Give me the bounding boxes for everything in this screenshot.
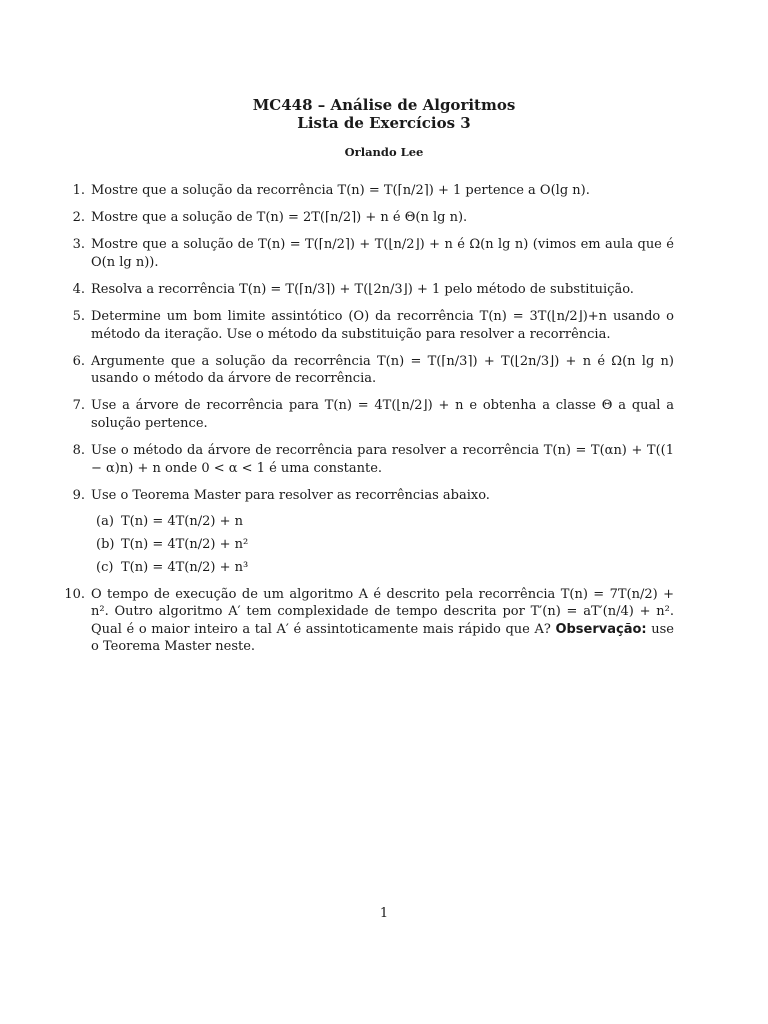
exercise-number: 8. [72,443,85,459]
note-text: use o Teorema Master neste. [91,621,674,655]
page-number: 1 [379,906,389,921]
exercise-text: O tempo de execução de um algoritmo A é descrito pela recorrência T(n) = 7T(n/2) + n². Outro algoritmo A′ tem complexidade de tempo descrita por T′(n) = aT′(n/4) + n². Qual é o maior inteiro a tal A′ é assintoticamente mais rápido que A? [91,586,674,637]
exercise-9 [62,487,674,576]
exercise-text: Use a árvore de recorrência para T(n) = 4T(⌊n/2⌋) + n e obtenha a classe Θ a qual a solução pertence. [91,398,674,431]
exercise-4 [62,281,674,299]
list-title: Lista de Exercícios 3 [297,114,471,132]
subexercise-text: T(n) = 4T(n/2) + n [121,514,243,530]
subexercise-label: (a) [96,514,114,530]
exercise-text: Use o método da árvore de recorrência para resolver a recorrência T(n) = T(αn) + T((1 − α)n) + n onde 0 < α < 1 é uma constante. [91,443,674,476]
subexercise-label: (b) [96,536,115,552]
document-header [0,96,768,159]
exercise-number: 9. [72,487,85,503]
exercise-10 [62,586,674,656]
exercise-text: Resolva a recorrência T(n) = T(⌈n/3⌉) + T(⌊2n/3⌋) + 1 pelo método de substituição. [91,281,634,297]
subexercise-label: (c) [96,559,114,575]
exercise-number: 1. [72,183,85,198]
exercise-8 [62,442,674,477]
subexercise-text: T(n) = 4T(n/2) + n³ [121,559,249,575]
subexercise-c [91,559,674,577]
subexercise-a [91,513,674,531]
exercise-7 [62,397,674,432]
exercise-number: 3. [72,237,85,253]
exercise-5 [62,308,674,343]
subexercise-b [91,536,674,554]
exercise-2 [62,209,674,227]
note-label: Observação: [555,621,647,637]
exercise-number: 6. [72,353,85,369]
subexercise-list [91,513,674,576]
exercise-number: 7. [72,398,85,414]
exercise-number: 5. [72,308,85,324]
exercise-3 [62,236,674,271]
exercise-number: 2. [72,210,85,226]
exercise-text: Mostre que a solução de T(n) = 2T(⌈n/2⌉) + n é Θ(n lg n). [91,210,468,226]
exercise-list [62,182,674,665]
exercise-text: Mostre que a solução de T(n) = T(⌈n/2⌉) + T(⌊n/2⌋) + n é Ω(n lg n) (vimos em aula que é O(n lg n)). [91,237,674,270]
subexercise-text: T(n) = 4T(n/2) + n² [121,536,249,552]
course-title: MC448 – Análise de Algoritmos [252,96,516,114]
exercise-number: 10. [64,586,85,602]
exercise-text: Determine um bom limite assintótico (O) da recorrência T(n) = 3T(⌊n/2⌋)+n usando o método da iteração. Use o método da substituição para resolver a recorrência. [91,308,674,342]
exercise-text: Mostre que a solução da recorrência T(n) = T(⌈n/2⌉) + 1 pertence a O(lg n). [91,183,590,198]
exercise-text: Argumente que a solução da recorrência T(n) = T(⌈n/3⌉) + T(⌊2n/3⌋) + n é Ω(n lg n) usando o método da árvore de recorrência. [91,353,674,387]
exercise-number: 4. [72,281,85,297]
author-name: Orlando Lee [344,145,424,159]
exercise-text: Use o Teorema Master para resolver as recorrências abaixo. [91,487,490,503]
exercise-6 [62,353,674,388]
exercise-1 [62,182,674,200]
